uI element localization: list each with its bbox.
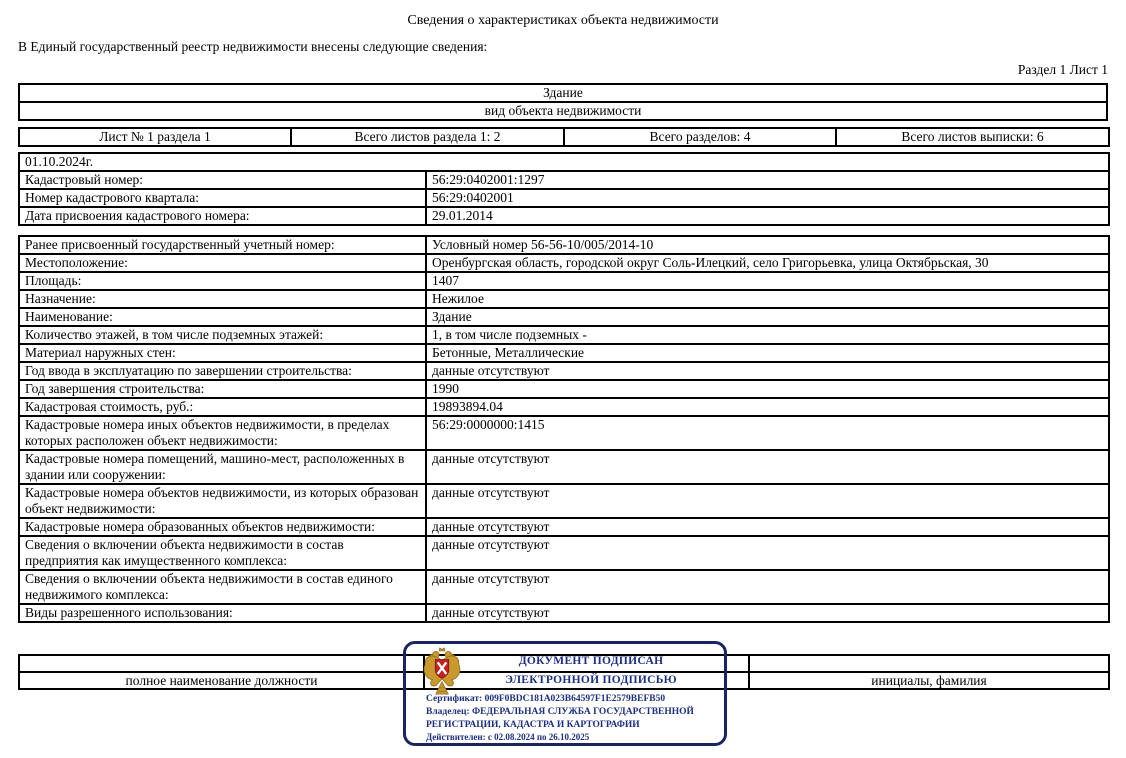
object-type-caption: вид объекта недвижимости: [19, 102, 1107, 120]
field-label: Номер кадастрового квартала:: [19, 189, 426, 207]
field-value: данные отсутствуют: [426, 484, 1109, 518]
field-value: данные отсутствуют: [426, 518, 1109, 536]
field-label: Кадастровый номер:: [19, 171, 426, 189]
field-label: Ранее присвоенный государственный учетный номер:: [19, 236, 426, 254]
field-label: Сведения о включении объекта недвижимости в состав единого недвижимого комплекса:: [19, 570, 426, 604]
signature-line-position: [19, 655, 424, 672]
field-label: Назначение:: [19, 290, 426, 308]
electronic-signature-stamp: [403, 641, 727, 746]
intro-line: В Единый государственный реестр недвижимости внесены следующие сведения:: [18, 39, 488, 54]
field-label: Дата присвоения кадастрового номера:: [19, 207, 426, 225]
object-type-table: [18, 83, 1108, 121]
field-label: Сведения о включении объекта недвижимости в состав предприятия как имущественного комплекса:: [19, 536, 426, 570]
field-value: данные отсутствуют: [426, 362, 1109, 380]
section-sheet-label: Раздел 1 Лист 1: [1017, 62, 1108, 77]
field-value: Здание: [426, 308, 1109, 326]
field-value: 1990: [426, 380, 1109, 398]
field-value: данные отсутствуют: [426, 570, 1109, 604]
field-value: 1, в том числе подземных -: [426, 326, 1109, 344]
signature-line-name: [749, 655, 1109, 672]
field-label: Площадь:: [19, 272, 426, 290]
cadastral-table: [18, 152, 1110, 226]
field-label: Кадастровые номера объектов недвижимости, из которых образован объект недвижимости:: [19, 484, 426, 518]
field-value: данные отсутствуют: [426, 604, 1109, 622]
field-label: Кадастровые номера образованных объектов недвижимости:: [19, 518, 426, 536]
name-caption: инициалы, фамилия: [749, 672, 1109, 689]
stamp-validity: Действителен: с 02.08.2024 по 26.10.2025: [426, 732, 590, 742]
sheet-info-cell: Лист № 1 раздела 1: [19, 128, 291, 146]
object-type-value: Здание: [19, 84, 1107, 102]
field-label: Год завершения строительства:: [19, 380, 426, 398]
stamp-owner-line2: РЕГИСТРАЦИИ, КАДАСТРА И КАРТОГРАФИИ: [426, 720, 640, 730]
field-value: Оренбургская область, городской округ Соль-Илецкий, село Григорьевка, улица Октябрьская, 30: [426, 254, 1109, 272]
stamp-title-line2: ЭЛЕКТРОННОЙ ПОДПИСЬЮ: [505, 674, 677, 686]
stamp-certificate: Сертификат: 009F0BDC181A023B64597F1E2579BEFB50: [426, 694, 666, 704]
field-label: Год ввода в эксплуатацию по завершении строительства:: [19, 362, 426, 380]
field-label: Количество этажей, в том числе подземных этажей:: [19, 326, 426, 344]
field-value: Условный номер 56-56-10/005/2014-10: [426, 236, 1109, 254]
field-value: Бетонные, Металлические: [426, 344, 1109, 362]
position-caption: полное наименование должности: [19, 672, 424, 689]
field-label: Кадастровые номера помещений, машино-мест, расположенных в здании или сооружении:: [19, 450, 426, 484]
field-value: данные отсутствуют: [426, 536, 1109, 570]
stamp-owner-line1: Владелец: ФЕДЕРАЛЬНАЯ СЛУЖБА ГОСУДАРСТВЕННОЙ: [426, 707, 694, 717]
sheet-info-cell: Всего разделов: 4: [564, 128, 836, 146]
page-title: Сведения о характеристиках объекта недвижимости: [407, 13, 719, 28]
sheet-info-table: [18, 127, 1110, 147]
sheet-info-cell: Всего листов выписки: 6: [836, 128, 1109, 146]
field-value: 56:29:0402001:1297: [426, 171, 1109, 189]
field-label: Кадастровая стоимость, руб.:: [19, 398, 426, 416]
field-value: Нежилое: [426, 290, 1109, 308]
field-value: 56:29:0000000:1415: [426, 416, 1109, 450]
sheet-info-cell: Всего листов раздела 1: 2: [291, 128, 564, 146]
field-value: 1407: [426, 272, 1109, 290]
field-label: Материал наружных стен:: [19, 344, 426, 362]
field-label: Местоположение:: [19, 254, 426, 272]
details-table: [18, 235, 1110, 623]
field-value: 56:29:0402001: [426, 189, 1109, 207]
field-value: 19893894.04: [426, 398, 1109, 416]
field-label: Наименование:: [19, 308, 426, 326]
field-value: 29.01.2014: [426, 207, 1109, 225]
stamp-title-line1: ДОКУМЕНТ ПОДПИСАН: [518, 655, 664, 667]
field-value: данные отсутствуют: [426, 450, 1109, 484]
record-date: 01.10.2024г.: [19, 153, 1109, 171]
field-label: Виды разрешенного использования:: [19, 604, 426, 622]
field-label: Кадастровые номера иных объектов недвижимости, в пределах которых расположен объект недвижимости:: [19, 416, 426, 450]
rosreestr-eagle-icon: [422, 647, 462, 697]
